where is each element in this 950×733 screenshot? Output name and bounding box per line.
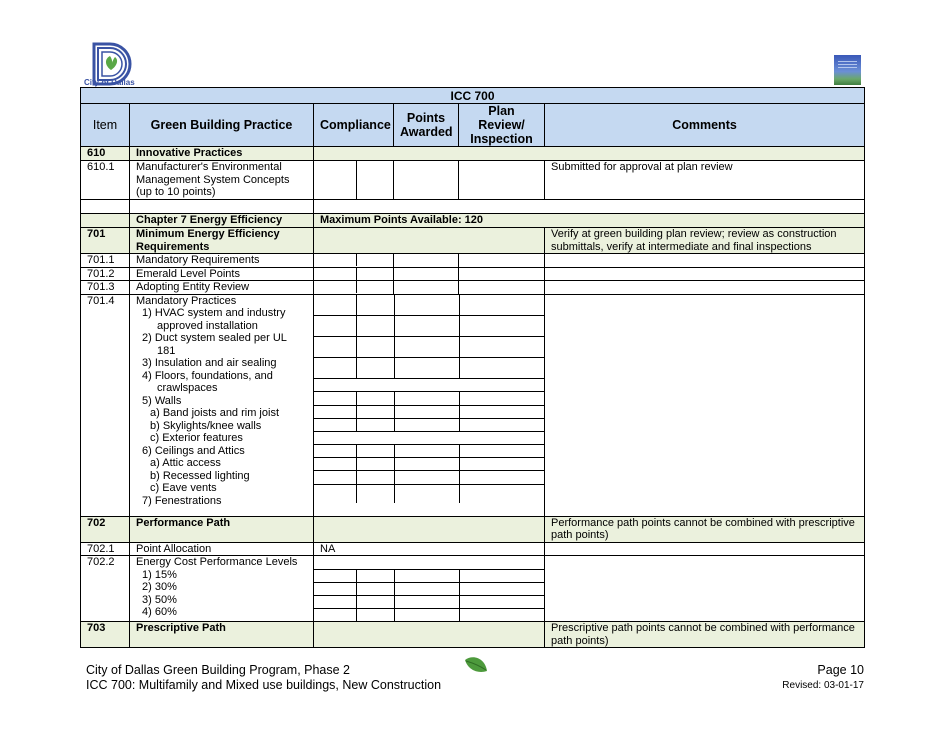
col-comments: Comments [545, 104, 865, 147]
practice-name: Performance Path [130, 516, 314, 542]
item-number: 702.2 [81, 556, 130, 622]
checklist-table [80, 87, 865, 648]
table-row [81, 294, 865, 516]
page-number: Page 10 [817, 663, 864, 677]
compliance-grid[interactable] [314, 556, 545, 622]
table-row [81, 556, 865, 622]
program-thumbnail-icon [834, 55, 861, 85]
chapter-title: Chapter 7 Energy Efficiency [130, 214, 314, 228]
practice-name: Minimum Energy Efficiency Requirements [130, 228, 314, 254]
table-row [81, 542, 865, 556]
comment-text: Performance path points cannot be combined with prescriptive path points) [545, 516, 865, 542]
practice-name: Emerald Level Points [130, 267, 314, 281]
item-number: 703 [81, 622, 130, 648]
item-number: 610.1 [81, 161, 130, 200]
practice-name: Adopting Entity Review [130, 281, 314, 295]
practice-list: Mandatory Practices 1) HVAC system and industry approved installation 2) Duct system sealed per UL 181 3) Insulation and air sealing 4) Floors, foundations, and crawlspaces 5) Walls a) Band joists and rim joist b) Skylights/knee walls c) Exterior features 6) Ceilings and Attics a) Attic access b) Recessed lighting c) Eave vents 7) Fenestrations [130, 294, 314, 516]
col-points: Points Awarded [394, 104, 459, 147]
practice-list: Energy Cost Performance Levels 1) 15% 2) 30% 3) 50% 4) 60% [130, 556, 314, 622]
icc-title: ICC 700 [81, 88, 865, 104]
table-row [81, 228, 865, 254]
table-row [81, 254, 865, 268]
item-number: 610 [81, 147, 130, 161]
max-points: Maximum Points Available: 120 [314, 214, 865, 228]
comment-text: Prescriptive path points cannot be combined with performance path points) [545, 622, 865, 648]
col-practice: Green Building Practice [130, 104, 314, 147]
table-row [81, 161, 865, 200]
leaf-icon [463, 655, 489, 675]
comment-text: Verify at green building plan review; review as construction submittals, verify at intermediate and final inspections [545, 228, 865, 254]
table-row [81, 281, 865, 295]
col-plan-review: Plan Review/ Inspection [459, 104, 545, 147]
item-number: 701.3 [81, 281, 130, 295]
table-row [81, 147, 865, 161]
practice-name: Prescriptive Path [130, 622, 314, 648]
item-number: 701 [81, 228, 130, 254]
footer-text: City of Dallas Green Building Program, Phase 2 ICC 700: Multifamily and Mixed use buildings, New Construction [86, 663, 442, 692]
points-cell[interactable] [394, 161, 459, 200]
col-item: Item [81, 104, 130, 147]
item-number: 701.2 [81, 267, 130, 281]
table-row [81, 267, 865, 281]
table-row [81, 622, 865, 648]
practice-name: Point Allocation [130, 542, 314, 556]
plan-review-cell[interactable] [459, 161, 545, 200]
revised-date: Revised: 03-01-17 [782, 680, 864, 691]
item-number: 701.1 [81, 254, 130, 268]
practice-name: Mandatory Requirements [130, 254, 314, 268]
logo-text: City of Dallas [84, 78, 135, 87]
item-number: 701.4 [81, 294, 130, 516]
table-row [81, 516, 865, 542]
col-compliance: Compliance [314, 104, 394, 147]
compliance-grid[interactable] [314, 294, 545, 516]
compliance-value: NA [314, 542, 545, 556]
table-row [81, 214, 865, 228]
practice-name: Manufacturer's Environmental Management System Concepts (up to 10 points) [130, 161, 314, 200]
item-number: 702.1 [81, 542, 130, 556]
item-number: 702 [81, 516, 130, 542]
comment-text: Submitted for approval at plan review [545, 161, 865, 200]
practice-name: Innovative Practices [130, 147, 314, 161]
